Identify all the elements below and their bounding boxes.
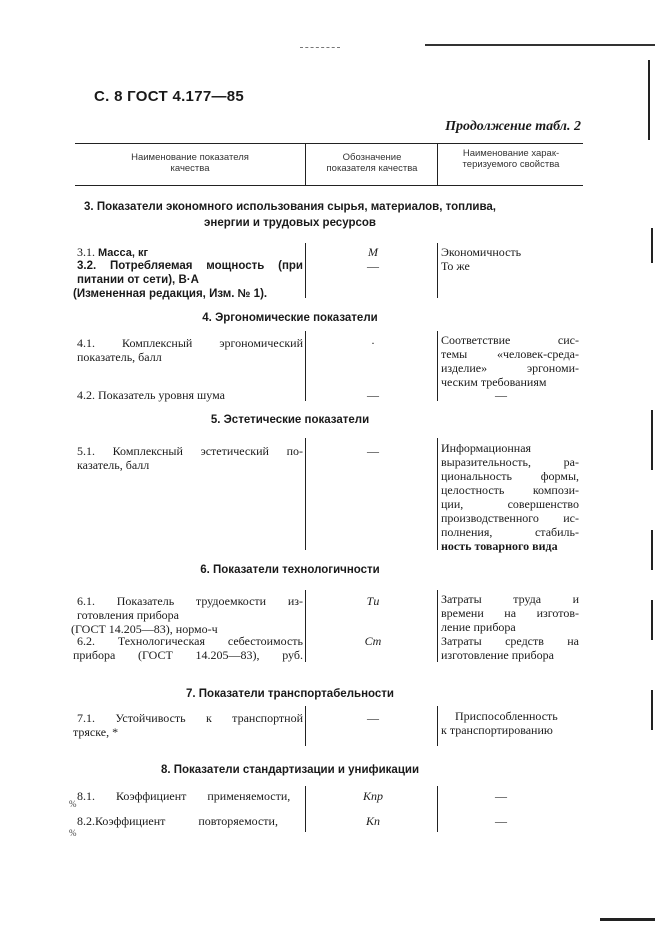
col-divider — [305, 331, 306, 401]
row-7-1-property: Приспособленность к транспортированию — [441, 709, 558, 737]
row-3-2-property: То же — [441, 259, 470, 273]
row-3-2-symbol: — — [367, 259, 379, 273]
section-heading-7: 7. Показатели транспортабельности — [186, 688, 394, 700]
row-8-1-symbol: Kпр — [362, 789, 383, 803]
row-8-2-property: — — [495, 814, 507, 828]
table-continuation-label: Продолжение табл. 2 — [445, 119, 581, 134]
row-4-2-name: 4.2. Показатель уровня шума — [77, 388, 225, 402]
column-header-property: Наименование харак- теризуемого свойства — [462, 148, 560, 170]
row-3-2-name: 3.2. Потребляемая мощность (при питании от сети), В·А (Измененная редакция, Изм. № 1). — [73, 260, 303, 300]
row-4-1-name: 4.1. Комплексный эргономический показатель, балл — [77, 336, 303, 364]
row-5-1-name: 5.1. Комплексный эстетический по- казатель, балл — [77, 444, 303, 472]
row-4-2-property: — — [495, 388, 507, 402]
row-7-1-name: 7.1. Устойчивость к транспортной тряске, * — [73, 711, 303, 739]
row-8-1-unit: % — [69, 799, 77, 809]
col-divider — [437, 786, 438, 832]
scan-top-edge — [425, 44, 655, 46]
col-divider — [305, 590, 306, 662]
row-6-2-symbol: Cт — [364, 634, 382, 648]
section-heading-3: 3. Показатели экономного использования сырья, материалов, топлива, энергии и трудовых ресурсов — [84, 201, 496, 229]
column-header-symbol: Обозначение показателя качества — [326, 152, 418, 174]
col-divider — [437, 331, 438, 401]
col-divider — [305, 438, 306, 550]
section-heading-4: 4. Эргономические показатели — [202, 312, 378, 324]
row-6-2-property: Затраты средств на изготовление прибора — [441, 634, 579, 662]
row-3-1-property: Экономичность — [441, 245, 522, 259]
row-8-2-name: 8.2.Коэффициент повторяемости, — [77, 814, 278, 828]
col-divider — [305, 706, 306, 746]
row-6-1-symbol: Tи — [366, 594, 380, 608]
row-3-1-name: 3.1. Масса, кг — [77, 245, 149, 259]
row-8-2-symbol: Kп — [365, 814, 380, 828]
section-heading-8: 8. Показатели стандартизации и унификации — [160, 764, 420, 776]
scan-right-mark — [651, 690, 653, 730]
col-divider — [437, 590, 438, 662]
section-heading-6: 6. Показатели технологичности — [200, 564, 380, 576]
row-3-1-symbol: М — [368, 245, 378, 259]
table-head-divider — [437, 143, 438, 185]
section-heading-5: 5. Эстетические показатели — [210, 414, 370, 426]
col-divider — [305, 786, 306, 832]
row-6-2-name: 6.2. Технологическая себестоимость прибора (ГОСТ 14.205—83), руб. — [73, 634, 303, 662]
col-divider — [305, 243, 306, 298]
row-7-1-symbol: — — [367, 711, 379, 725]
col-divider — [437, 706, 438, 746]
col-divider — [437, 243, 438, 298]
row-5-1-property: Информационная выразительность, ра- циональность формы, целостность компози- ции, совершенство производственного ис- полнения, стабиль- ность товарного вида — [441, 441, 579, 553]
table-head-divider — [305, 143, 306, 185]
row-8-1-name: 8.1. Коэффициент применяемости, — [77, 789, 291, 803]
row-8-1-property: — — [495, 789, 507, 803]
scan-right-mark — [651, 410, 653, 470]
scan-right-mark — [651, 600, 653, 640]
row-5-1-symbol: — — [367, 444, 379, 458]
scan-top-dash — [300, 47, 340, 48]
row-4-2-symbol: — — [367, 388, 379, 402]
scan-right-mark — [651, 530, 653, 570]
table-head-rule — [75, 185, 583, 186]
scan-right-edge — [648, 60, 650, 140]
table-top-rule — [75, 143, 583, 144]
row-4-1-symbol: · — [371, 336, 375, 350]
row-4-1-property: Соответствие сис- темы «человек-среда- изделие» эргономи- ческим требованиям — [441, 333, 579, 389]
row-6-1-property: Затраты труда и времени на изготов- ление прибора — [441, 592, 579, 634]
row-8-2-unit: % — [69, 828, 77, 838]
column-header-name: Наименование показателя качества — [131, 152, 249, 174]
row-6-1-name: 6.1. Показатель трудоемкости из- готовления прибора (ГОСТ 14.205—83), нормо-ч — [71, 594, 303, 636]
page-reference: С. 8 ГОСТ 4.177—85 — [94, 88, 245, 105]
col-divider — [437, 438, 438, 550]
scan-right-mark — [651, 228, 653, 263]
scan-bottom-corner — [600, 918, 655, 921]
